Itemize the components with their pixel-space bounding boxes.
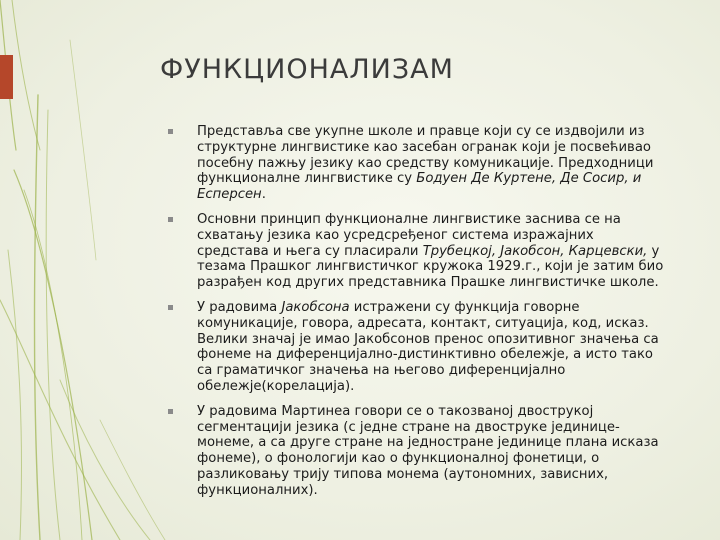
bullet-text: Представља све укупне школе и правце који су се издвојили из структурне лингвистике као засебан огранак који је посвећивао посебну пажњу језику као средству комуникације. Предходници функционалне лингвистике су Бодуен Де Куртене, Де Сосир, и Есперсен. xyxy=(197,124,654,203)
bullet-text: У радовима Јакобсона истражени су функција говорне комуникације, говора, адресата, контакт, ситуација, код, исказ. Велики значај је имао Јакобсонов пренос опозитивног значења са фонеме на диференцијално-дистинктивно обележје, а исто тако са граматичког значења на његово диференцијално обележје(корелација). xyxy=(197,299,659,394)
title-accent-bar xyxy=(0,55,13,99)
bullet-text: У радовима Мартинеа говори се о такозваној двострукој сегментацији језика (с једне стране на двоструке јединице-монеме, а са друге стране на једностране јединице плана исказа фонеме), о фонологији као о функционалној фонетици, о разликовању трију типова монема (аутономних, зависних, функционалних). xyxy=(197,403,659,498)
bullet-text: Основни принцип функционалне лингвистике заснива се на схватању језика као усредсређеног система изражајних средстава и њега су пласирали Трубецкој, Јакобсон, Карцевски, у тезама Прашког лингвистичког кружока 1929.г., који је затим био разрађен код других представника Прашке лингвистичке школе. xyxy=(197,211,664,291)
bullet-marker xyxy=(168,409,173,414)
bullet-item xyxy=(168,124,668,203)
bullet-marker xyxy=(168,305,173,310)
bullet-item xyxy=(168,300,668,395)
bullet-item xyxy=(168,404,668,499)
slide-title: ФУНКЦИОНАЛИЗАМ xyxy=(160,54,454,85)
bullet-marker xyxy=(168,129,173,134)
bullet-list xyxy=(168,124,668,508)
bullet-item xyxy=(168,212,668,291)
bullet-marker xyxy=(168,217,173,222)
